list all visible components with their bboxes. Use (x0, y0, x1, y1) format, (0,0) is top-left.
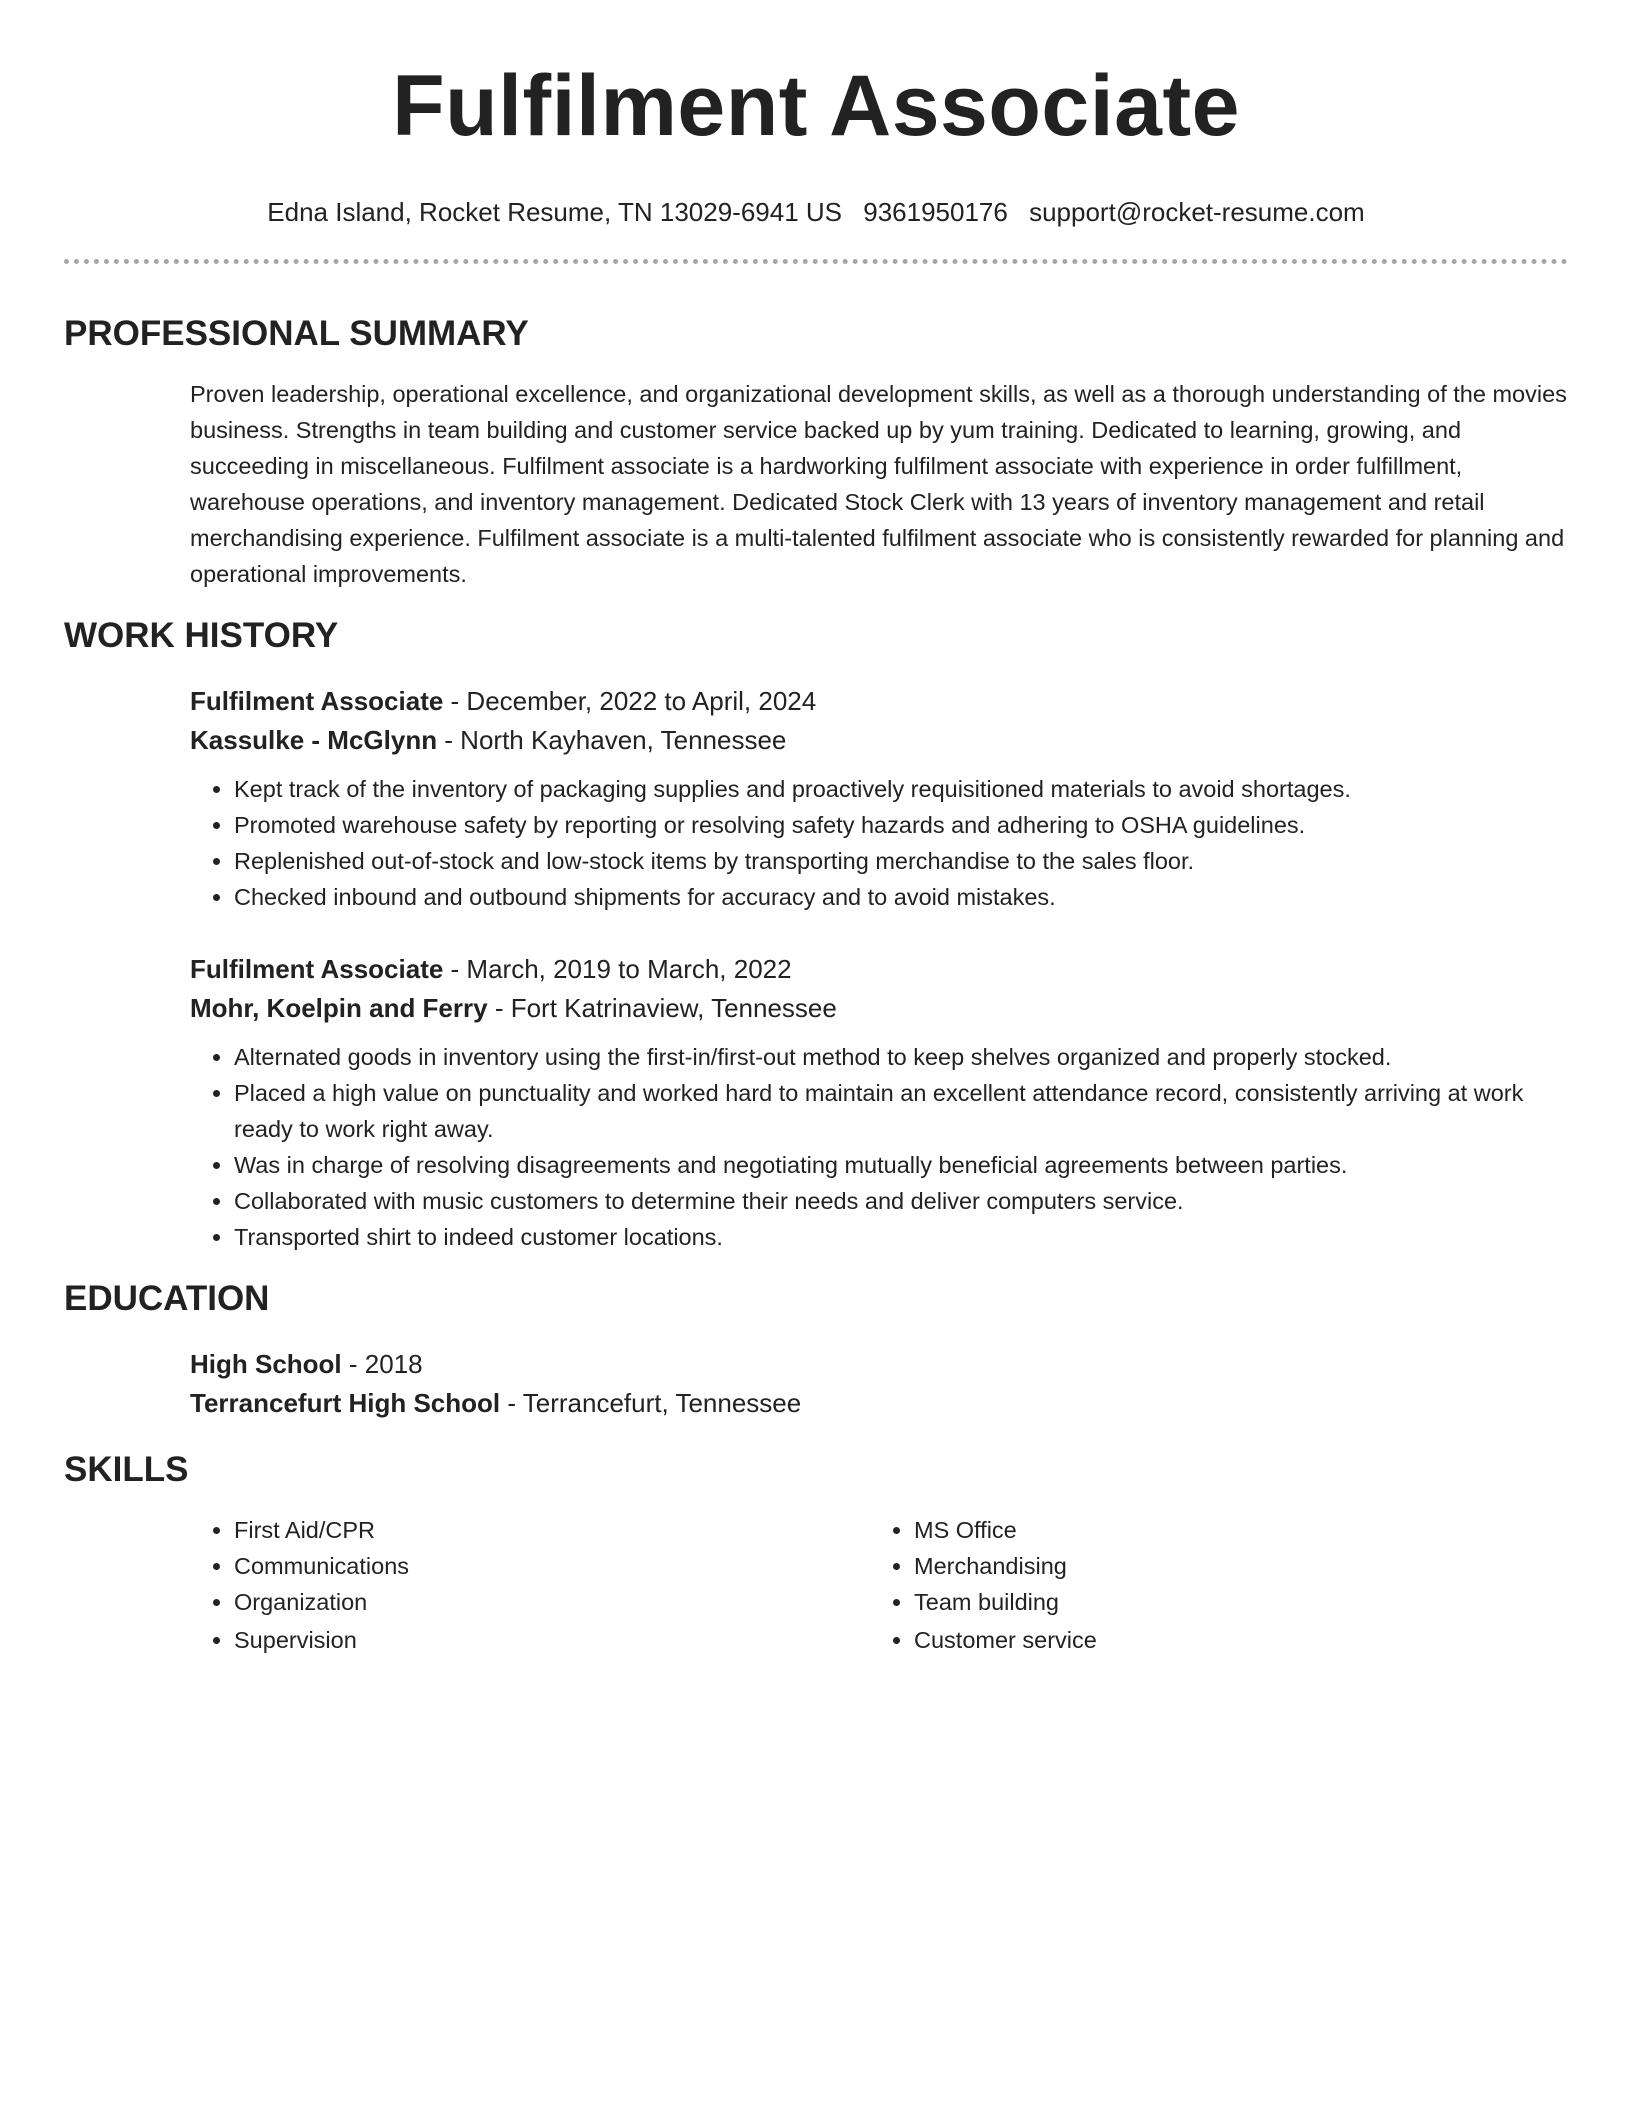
job-company: Kassulke - McGlynn (190, 725, 438, 755)
contact-address: Edna Island, Rocket Resume, TN 13029-6941 US (267, 197, 843, 227)
contact-email: support@rocket-resume.com (1029, 197, 1365, 227)
job-company-line (190, 989, 1568, 1027)
job-location: - Fort Katrinaview, Tennessee (487, 993, 837, 1023)
education-entry (190, 1344, 1568, 1422)
job-bullet: • Replenished out-of-stock and low-stock items by transporting merchandise to the sales floor. (234, 843, 1568, 879)
education-degree-line (190, 1344, 1568, 1384)
summary-section (64, 376, 1568, 592)
skill-item: • Customer service (914, 1622, 1550, 1658)
education-heading: EDUCATION (64, 1279, 270, 1318)
education-school: Terrancefurt High School (190, 1388, 501, 1418)
job-bullet: • Transported shirt to indeed customer locations. (234, 1219, 1568, 1255)
job-location: - North Kayhaven, Tennessee (437, 725, 787, 755)
job-entry (190, 949, 1568, 1255)
job-bullet: • Was in charge of resolving disagreements and negotiating mutually beneficial agreements between parties. (234, 1147, 1568, 1183)
job-bullet: • Promoted warehouse safety by reporting or resolving safety hazards and adhering to OSHA guidelines. (234, 807, 1568, 843)
summary-heading: PROFESSIONAL SUMMARY (64, 314, 529, 353)
skill-item: • Communications (234, 1548, 870, 1584)
job-bullets (190, 1039, 1568, 1255)
skill-item: • Organization (234, 1584, 870, 1620)
work-history-heading: WORK HISTORY (64, 616, 339, 655)
education-year: - 2018 (341, 1349, 423, 1379)
skill-item: • First Aid/CPR (234, 1512, 870, 1548)
job-bullet: • Collaborated with music customers to determine their needs and deliver computers service. (234, 1183, 1568, 1219)
job-dates: - March, 2019 to March, 2022 (443, 954, 792, 984)
contact-line (64, 196, 1568, 228)
job-title-line (190, 949, 1568, 989)
skill-item: • Team building (914, 1584, 1550, 1620)
education-section (64, 1344, 1568, 1422)
header-divider (64, 259, 1568, 264)
skills-section (64, 1512, 1568, 1658)
job-title-line (190, 681, 1568, 721)
job-bullet: • Alternated goods in inventory using the first-in/first-out method to keep shelves organized and properly stocked. (234, 1039, 1568, 1075)
education-school-line (190, 1384, 1568, 1422)
skills-column-left (190, 1512, 870, 1658)
contact-phone: 9361950176 (863, 197, 1008, 227)
job-role: Fulfilment Associate (190, 686, 444, 716)
skills-grid (190, 1512, 1568, 1658)
skill-item: • MS Office (914, 1512, 1550, 1548)
job-company: Mohr, Koelpin and Ferry (190, 993, 488, 1023)
summary-text: Proven leadership, operational excellence, and organizational development skills, as well as a thorough understanding of the movies business. Strengths in team building and customer service backed up by yum training. Dedicated to learning, growing, and succeeding in miscellaneous. Fulfilment associate is a hardworking fulfilment associate with experience in order fulfillment, warehouse operations, and inventory management. Dedicated Stock Clerk with 13 years of inventory management and retail merchandising experience. Fulfilment associate is a multi-talented fulfilment associate who is consistently rewarded for planning and operational improvements. (190, 381, 1567, 587)
job-bullet: • Checked inbound and outbound shipments for accuracy and to avoid mistakes. (234, 879, 1568, 915)
job-bullets (190, 771, 1568, 915)
skills-heading: SKILLS (64, 1450, 189, 1489)
education-degree: High School (190, 1349, 342, 1379)
job-dates: - December, 2022 to April, 2024 (443, 686, 817, 716)
skill-item: • Supervision (234, 1622, 870, 1658)
resume-name: Fulfilment Associate (392, 58, 1240, 154)
job-entry (190, 681, 1568, 915)
work-history-section (64, 681, 1568, 1255)
skill-item: • Merchandising (914, 1548, 1550, 1584)
job-company-line (190, 721, 1568, 759)
job-role: Fulfilment Associate (190, 954, 444, 984)
skills-column-right (870, 1512, 1550, 1658)
job-bullet: • Placed a high value on punctuality and worked hard to maintain an excellent attendance record, consistently arriving at work ready to work right away. (234, 1075, 1568, 1147)
job-bullet: • Kept track of the inventory of packaging supplies and proactively requisitioned materials to avoid shortages. (234, 771, 1568, 807)
education-location: - Terrancefurt, Tennessee (500, 1388, 802, 1418)
